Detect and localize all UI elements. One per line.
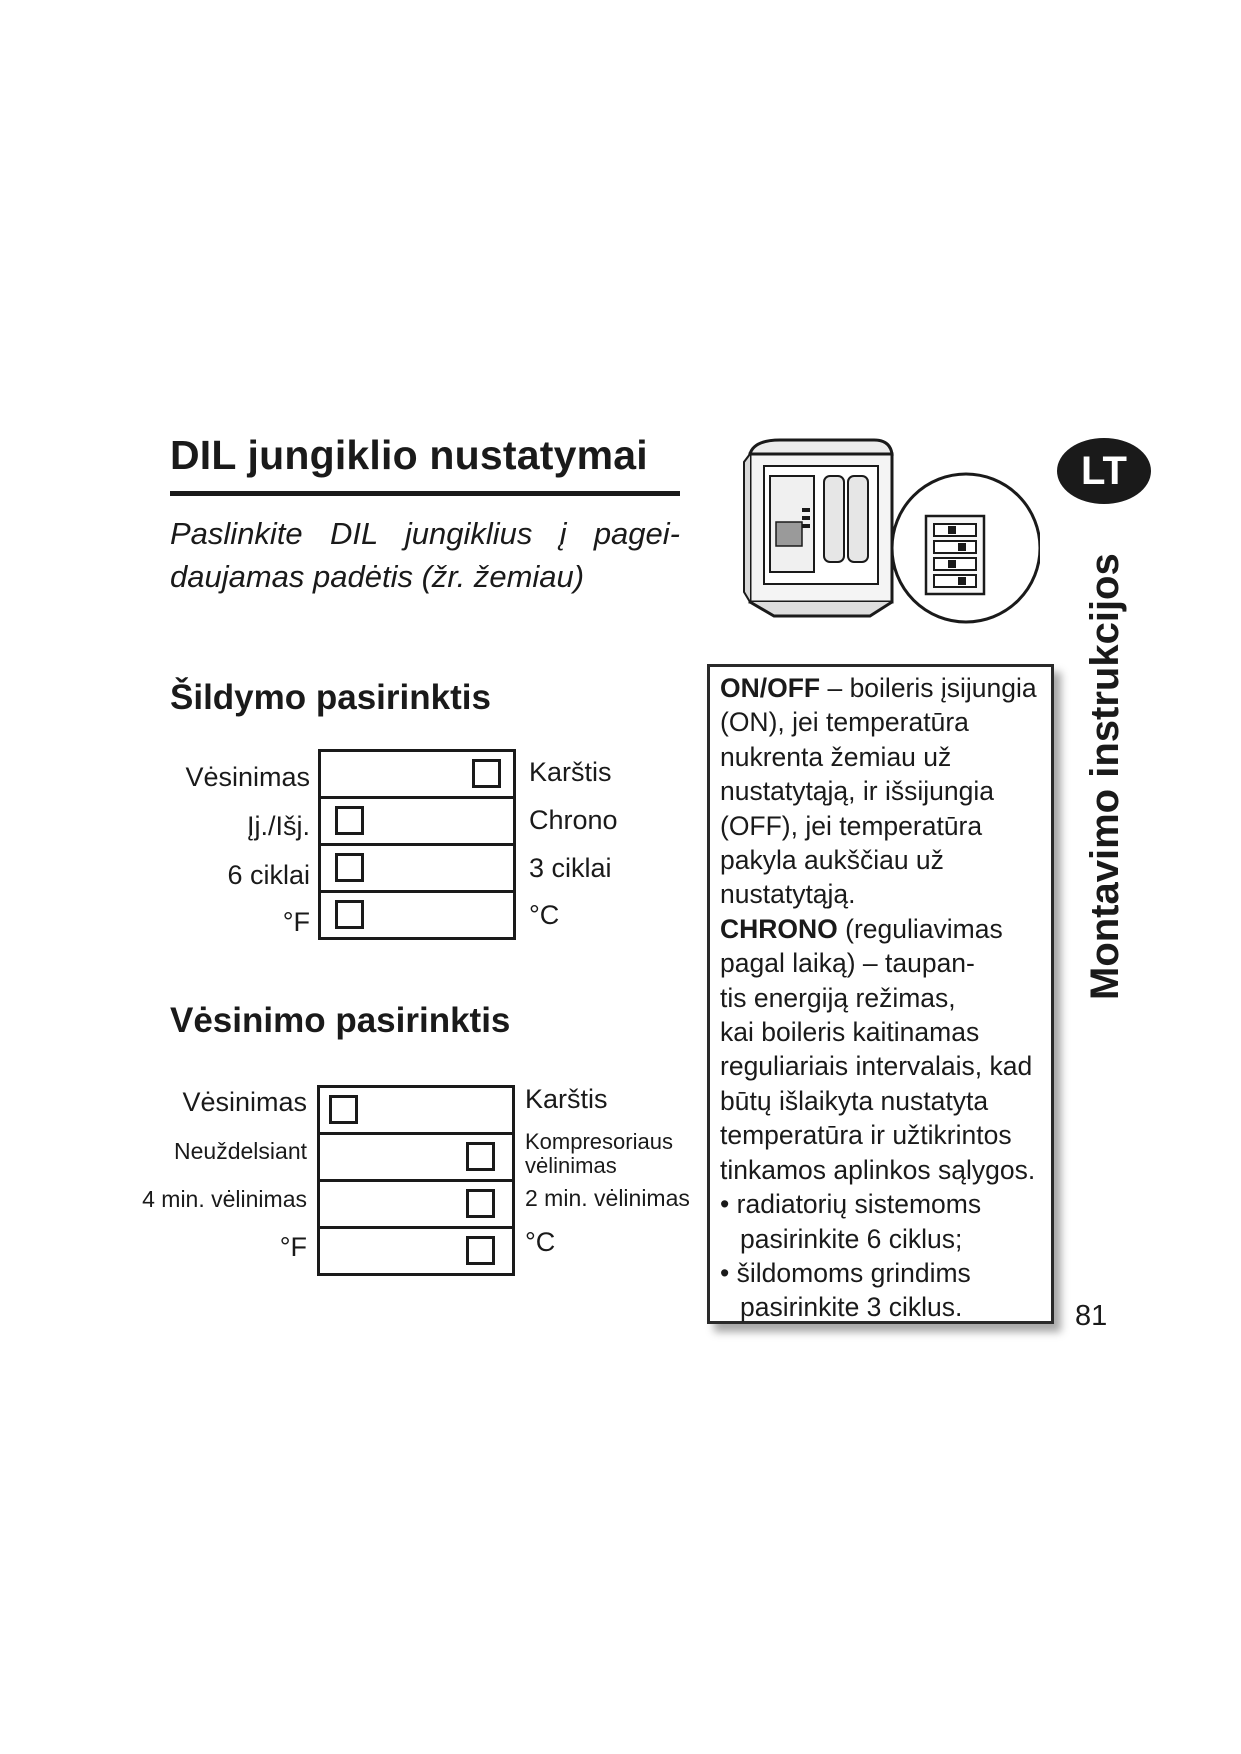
info-onoff-line3: nukrenta žemiau už	[720, 741, 952, 772]
info-bullet1-line2: pasirinkite 6 ciklus;	[740, 1223, 963, 1254]
heating-row2-left-label: Įj./Išj.	[246, 811, 310, 841]
heating-switch-1	[318, 749, 516, 799]
heating-row3-left-label: 6 ciklai	[227, 860, 310, 890]
subtitle-line-2: daujamas padėtis (žr. žemiau)	[170, 559, 585, 594]
cooling-row1-left-label: Vėsinimas	[182, 1087, 307, 1117]
cooling-row3-left-label: 4 min. vėlinimas	[142, 1186, 307, 1212]
cooling-heading: Vėsinimo pasirinktis	[170, 1001, 511, 1040]
page-title: DIL jungiklio nustatymai	[170, 432, 648, 478]
info-chrono-line1	[720, 912, 1043, 946]
cooling-switch-3-knob	[466, 1189, 495, 1218]
cooling-switch-2	[317, 1132, 515, 1182]
heating-row4-right-label: °C	[529, 900, 560, 930]
cooling-row4-left-label: °F	[279, 1232, 307, 1262]
chrono-term: CHRONO	[720, 913, 838, 944]
onoff-text-1: – boileris įsijungia	[820, 673, 1037, 703]
language-badge: LT	[1057, 438, 1151, 504]
heating-switch-3-knob	[335, 853, 364, 882]
info-onoff-line2: (ON), jei temperatūra	[720, 707, 969, 738]
info-bullet2-line2: pasirinkite 3 ciklus.	[740, 1292, 963, 1323]
info-bullet1-line1: • radiatorių sistemoms	[720, 1189, 982, 1220]
title-underline	[170, 491, 680, 496]
subtitle-line-1: Paslinkite DIL jungiklius į pagei-	[170, 516, 680, 551]
info-onoff-line6: pakyla aukščiau už	[720, 845, 944, 876]
info-box	[707, 664, 1054, 1324]
cooling-switch-1-knob	[329, 1095, 358, 1124]
info-chrono-line7: temperatūra ir užtikrintos	[720, 1120, 1012, 1151]
chrono-text-1: (reguliavimas	[837, 913, 1003, 944]
heating-switch-3	[318, 843, 516, 893]
info-chrono-line6: būtų išlaikyta nustatyta	[720, 1085, 989, 1116]
info-onoff-line7: nustatytąją.	[720, 879, 856, 910]
cooling-row2-right-label	[525, 1130, 673, 1178]
cooling-row2-right-line2: vėlinimas	[525, 1153, 617, 1178]
heating-switch-4	[318, 890, 516, 940]
info-onoff-line5: (OFF), jei temperatūra	[720, 810, 983, 841]
info-chrono-line4: kai boileris kaitinamas	[720, 1017, 980, 1048]
section-title-vertical: Montavimo instrukcijos	[1083, 553, 1127, 1000]
heating-row1-left-label: Vėsinimas	[185, 762, 310, 792]
heating-heading: Šildymo pasirinktis	[170, 678, 491, 717]
cooling-switch-4-knob	[466, 1236, 495, 1265]
thermostat-illustration	[740, 432, 1040, 652]
cooling-switch-4	[317, 1226, 515, 1276]
heating-row4-left-label: °F	[282, 907, 310, 937]
info-chrono-line3: tis energiją režimas,	[720, 982, 956, 1013]
heating-switch-2-knob	[335, 806, 364, 835]
cooling-row3-right-label: 2 min. vėlinimas	[525, 1185, 690, 1211]
onoff-term: ON/OFF	[720, 673, 821, 703]
cooling-switch-1	[317, 1085, 515, 1135]
cooling-row2-left-label: Neuždelsiant	[174, 1138, 307, 1164]
heating-row3-right-label: 3 ciklai	[529, 853, 612, 883]
page-number: 81	[1075, 1300, 1108, 1332]
cooling-switch-2-knob	[466, 1142, 495, 1171]
info-bullet2-line1: • šildomoms grindims	[720, 1257, 971, 1288]
heating-switch-2	[318, 796, 516, 846]
cooling-row4-right-label: °C	[525, 1227, 556, 1257]
cooling-switch-3	[317, 1179, 515, 1229]
cooling-row1-right-label: Karštis	[525, 1084, 608, 1114]
info-chrono-line5: reguliariais intervalais, kad	[720, 1051, 1033, 1082]
info-onoff-line1	[720, 671, 1043, 705]
heating-row1-right-label: Karštis	[529, 757, 612, 787]
info-chrono-line2: pagal laiką) – taupan-	[720, 948, 975, 979]
cooling-row2-right-line1: Kompresoriaus	[525, 1129, 673, 1154]
info-onoff-line4: nustatytąją, ir išsijungia	[720, 776, 994, 807]
heating-row2-right-label: Chrono	[529, 805, 618, 835]
heating-switch-4-knob	[335, 900, 364, 929]
page-subtitle	[170, 512, 680, 598]
heating-switch-1-knob	[472, 759, 501, 788]
info-chrono-line8: tinkamos aplinkos sąlygos.	[720, 1154, 1036, 1185]
